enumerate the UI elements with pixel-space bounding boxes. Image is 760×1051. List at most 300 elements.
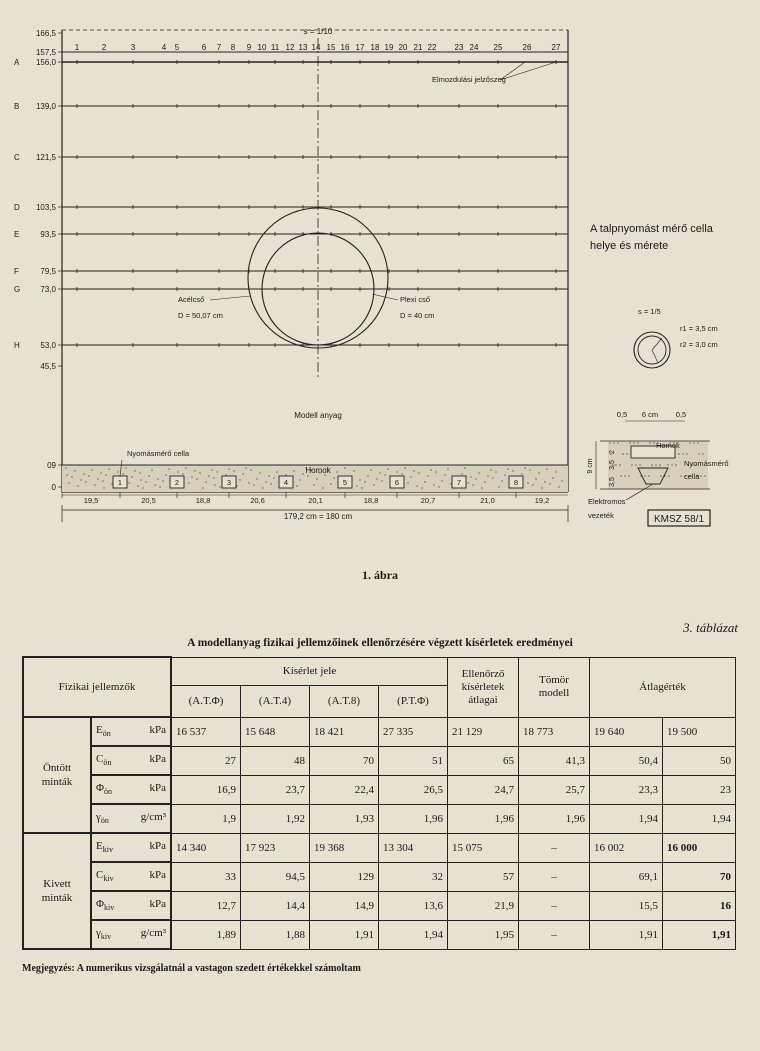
level-letter: B <box>14 102 20 111</box>
level-value: 139,0 <box>35 102 56 111</box>
sand-dot <box>307 475 308 476</box>
side-scale: s = 1/5 <box>638 307 661 316</box>
sand-dot <box>111 483 112 484</box>
sand-dot <box>333 477 334 478</box>
column-number: 11 <box>270 43 280 52</box>
sand-dot <box>242 473 243 474</box>
level-value: 157,5 <box>35 48 56 57</box>
column-number: 23 <box>454 43 464 52</box>
sand-dot <box>504 474 505 475</box>
level-value: 121,5 <box>35 153 56 162</box>
sand-dot <box>83 473 84 474</box>
sand-dot <box>492 477 493 478</box>
sand-dot <box>140 479 141 480</box>
sand-dot <box>91 469 92 470</box>
column-number: 22 <box>427 43 437 52</box>
sand-dot <box>624 475 625 476</box>
steel-pipe-label: Acélcső <box>178 295 205 304</box>
detail-vdim: 2 <box>609 450 616 454</box>
cell-6: 19 640 <box>590 717 663 746</box>
sand-dot <box>256 478 257 479</box>
sand-dot <box>441 480 442 481</box>
cell-number: 5 <box>342 478 348 487</box>
cell-5: – <box>519 920 590 949</box>
cell-5: – <box>519 891 590 920</box>
sand-dot <box>236 485 237 486</box>
cell-1: 1,92 <box>241 804 310 833</box>
spacing-value: 20,5 <box>141 496 156 505</box>
cell-3: 13,6 <box>379 891 448 920</box>
sand-dot <box>356 485 357 486</box>
cell-7: 1,91 <box>663 920 736 949</box>
group-label: Kivett minták <box>23 833 91 949</box>
spacing-value: 18,8 <box>363 496 379 505</box>
sand-dot <box>704 475 705 476</box>
cell-0: 1,9 <box>171 804 241 833</box>
sand-dot <box>142 487 143 488</box>
sand-dot <box>689 442 690 443</box>
sand-dot <box>631 464 632 465</box>
sand-dot <box>693 442 694 443</box>
spacing-value: 19,5 <box>83 496 99 505</box>
cell-3: 1,96 <box>379 804 448 833</box>
row-symbol: $\gamma_{ön}$ g/cm³ <box>91 804 171 833</box>
sand-dot <box>512 470 513 471</box>
cell-2: 1,93 <box>310 804 379 833</box>
sand-dot <box>558 486 559 487</box>
sand-dot <box>148 475 149 476</box>
cell-5: 1,96 <box>519 804 590 833</box>
sand-dot <box>259 472 260 473</box>
row-symbol: $E_{kiv}$ kPa <box>91 833 171 862</box>
sand-dot <box>700 475 701 476</box>
sand-dot <box>125 467 126 468</box>
sand-dot <box>330 483 331 484</box>
sand-dot <box>270 483 271 484</box>
cell-number: 1 <box>117 478 123 487</box>
sand-dot <box>435 471 436 472</box>
sand-dot <box>487 475 488 476</box>
side-title-1: A talpnyomást mérő cella <box>590 223 713 235</box>
detail-wire-label-1: Elektromos <box>588 497 626 506</box>
sand-dot <box>233 470 234 471</box>
cell-number: 3 <box>226 478 232 487</box>
spacing-value: 18,8 <box>195 496 211 505</box>
sand-dot <box>213 477 214 478</box>
level-value: 156,0 <box>35 58 56 67</box>
sand-dot <box>649 442 650 443</box>
cell-1: 15 648 <box>241 717 310 746</box>
code-label: KMSZ 58/1 <box>653 514 705 525</box>
sand-dot <box>344 467 345 468</box>
leader <box>210 296 250 300</box>
sand-dot <box>336 471 337 472</box>
steel-pipe-diameter: D = 50,07 cm <box>178 311 223 320</box>
sand-dot <box>620 475 621 476</box>
sand-dot <box>199 472 200 473</box>
sand-dot <box>102 480 103 481</box>
sand-dot <box>364 481 365 482</box>
sand-dot <box>367 475 368 476</box>
detail-wire-label-2: vezeték <box>588 511 614 520</box>
sand-dot <box>478 472 479 473</box>
sand-dot <box>88 475 89 476</box>
table-row <box>23 891 736 920</box>
column-number: 16 <box>340 43 350 52</box>
sand-dot <box>682 453 683 454</box>
header-solid: Tömör modell <box>519 657 590 717</box>
sand-dot <box>639 464 640 465</box>
sand-dot <box>667 464 668 465</box>
sand-dot <box>544 481 545 482</box>
column-number: 20 <box>398 43 408 52</box>
detail-sand-label: Homok <box>656 441 680 450</box>
sand-dot <box>410 476 411 477</box>
sand-dot <box>424 481 425 482</box>
spacing-value: 19,2 <box>534 496 550 505</box>
sand-dot <box>185 467 186 468</box>
table-row <box>23 804 736 833</box>
sand-dot <box>302 473 303 474</box>
sand-dot <box>671 464 672 465</box>
table-row <box>23 862 736 891</box>
sand-dot <box>194 470 195 471</box>
spacing-value: 20,1 <box>308 496 323 505</box>
sand-label: Homok <box>305 466 331 475</box>
sand-dot <box>484 481 485 482</box>
column-number: 27 <box>551 43 561 52</box>
sand-dot <box>122 473 123 474</box>
sand-dot <box>546 468 547 469</box>
leader <box>500 62 525 80</box>
sand-dot <box>490 469 491 470</box>
sand-dot <box>245 467 246 468</box>
sand-dot <box>495 471 496 472</box>
sand-dot <box>384 474 385 475</box>
detail-vdim: 9 cm <box>587 458 594 474</box>
sand-dot <box>165 474 166 475</box>
sand-dot <box>353 470 354 471</box>
cell-4: 57 <box>448 862 519 891</box>
sand-dot <box>191 476 192 477</box>
sand-dot <box>418 472 419 473</box>
sand-dot <box>216 471 217 472</box>
sand-dot <box>541 487 542 488</box>
sand-dot <box>467 482 468 483</box>
sand-dot <box>293 470 294 471</box>
cell-1: 14,4 <box>241 891 310 920</box>
column-number: 3 <box>130 43 136 52</box>
column-number: 8 <box>230 43 236 52</box>
sand-dot <box>438 486 439 487</box>
cell-6: 16 002 <box>590 833 663 862</box>
cell-5: 41,3 <box>519 746 590 775</box>
sand-dot <box>644 475 645 476</box>
scale-label: s = 1/10 <box>303 27 333 36</box>
sand-dot <box>501 480 502 481</box>
sand-dot <box>660 475 661 476</box>
sand-dot <box>316 478 317 479</box>
row-symbol: $C_{kiv}$ kPa <box>91 862 171 891</box>
sand-dot <box>97 478 98 479</box>
sand-dot <box>470 476 471 477</box>
sand-dot <box>262 487 263 488</box>
sand-dot <box>387 468 388 469</box>
sand-dot <box>168 468 169 469</box>
column-number: 17 <box>355 43 365 52</box>
cell-0: 14 340 <box>171 833 241 862</box>
sand-dot <box>139 472 140 473</box>
sand-dot <box>65 467 66 468</box>
cell-0: 16 537 <box>171 717 241 746</box>
sand-dot <box>686 453 687 454</box>
sand-dot <box>561 480 562 481</box>
sand-dot <box>322 487 323 488</box>
sand-dot <box>651 464 652 465</box>
cell-4: 21 129 <box>448 717 519 746</box>
sand-dot <box>117 471 118 472</box>
sand-dot <box>538 472 539 473</box>
level-letter: C <box>14 153 20 162</box>
sand-dot <box>74 470 75 471</box>
column-number: 21 <box>413 43 423 52</box>
spacing-value: 21,0 <box>480 496 495 505</box>
cell-1: 94,5 <box>241 862 310 891</box>
cell-4: 65 <box>448 746 519 775</box>
cell-6: 1,91 <box>590 920 663 949</box>
cell-3: 13 304 <box>379 833 448 862</box>
sand-dot <box>103 487 104 488</box>
sand-dot <box>622 453 623 454</box>
cell-3: 26,5 <box>379 775 448 804</box>
sand-dot <box>248 482 249 483</box>
column-number: 2 <box>101 43 107 52</box>
sand-dot <box>94 484 95 485</box>
sand-dot <box>162 480 163 481</box>
figure-caption: 1. ábra <box>362 568 398 582</box>
sand-dot <box>472 484 473 485</box>
sand-dot <box>637 442 638 443</box>
column-number: 19 <box>384 43 394 52</box>
sand-dot <box>196 478 197 479</box>
sand-dot <box>381 480 382 481</box>
sand-dot <box>228 468 229 469</box>
cell-6: 15,5 <box>590 891 663 920</box>
level-value: 93,5 <box>40 230 56 239</box>
leader <box>500 62 556 80</box>
sand-dot <box>698 453 699 454</box>
cell-1: 17 923 <box>241 833 310 862</box>
spacing-value: 20,7 <box>420 496 436 505</box>
sand-dot <box>461 473 462 474</box>
cell-6: 50,4 <box>590 746 663 775</box>
sand-dot <box>202 487 203 488</box>
side-title-2: helye és mérete <box>590 240 669 252</box>
sand-dot <box>401 473 402 474</box>
sand-dot <box>205 481 206 482</box>
sand-dot <box>613 442 614 443</box>
sand-dot <box>629 442 630 443</box>
cell-1: 48 <box>241 746 310 775</box>
sand-dot <box>71 476 72 477</box>
sand-dot <box>137 485 138 486</box>
detail-vdim: 3,5 <box>609 460 616 470</box>
sand-dot <box>529 469 530 470</box>
sand-dot <box>151 469 152 470</box>
detail-dim: 6 cm <box>641 410 659 419</box>
row-symbol: $E_{ön}$ kPa <box>91 717 171 746</box>
sand-dot <box>653 442 654 443</box>
table-number: 3. táblázat <box>683 620 738 635</box>
sand-dot <box>268 475 269 476</box>
sand-dot <box>145 481 146 482</box>
radius-line <box>652 338 662 350</box>
sand-dot <box>444 474 445 475</box>
level-value: 73,0 <box>40 285 56 294</box>
sand-dot <box>619 464 620 465</box>
sand-dot <box>521 473 522 474</box>
sand-dot <box>177 471 178 472</box>
sand-dot <box>359 479 360 480</box>
plexi-pipe-label: Plexi cső <box>400 295 431 304</box>
cell-5: 25,7 <box>519 775 590 804</box>
sand-dot <box>313 484 314 485</box>
cell-3: 27 335 <box>379 717 448 746</box>
sand-dot <box>481 487 482 488</box>
header-exp-0: (A.T.Φ) <box>171 685 241 717</box>
row-symbol: $\Phi_{ön}$ kPa <box>91 775 171 804</box>
sand-dot <box>188 482 189 483</box>
plexi-pipe-diameter: D = 40 cm <box>400 311 435 320</box>
level-value: 53,0 <box>40 341 56 350</box>
level-value: 103,5 <box>35 203 56 212</box>
cell-3: 1,94 <box>379 920 448 949</box>
cell-2: 18 421 <box>310 717 379 746</box>
header-average: Átlagérték <box>590 657 736 717</box>
table-row <box>23 920 736 949</box>
cell-number: 8 <box>513 478 519 487</box>
cell-4: 15 075 <box>448 833 519 862</box>
sand-dot <box>427 475 428 476</box>
sand-dot <box>628 475 629 476</box>
table-note: Megjegyzés: A numerikus vizsgálatnál a vastagon szedett értékekkel számoltam <box>22 963 361 974</box>
row-symbol: $\gamma_{kiv}$ g/cm³ <box>91 920 171 949</box>
sand-dot <box>276 471 277 472</box>
column-number: 15 <box>326 43 336 52</box>
sand-dot <box>524 467 525 468</box>
table-row <box>23 775 736 804</box>
sand-dot <box>85 481 86 482</box>
cell-4: 1,95 <box>448 920 519 949</box>
sand-dot <box>507 468 508 469</box>
sand-dot <box>697 442 698 443</box>
level-value: 09 <box>47 461 56 470</box>
column-number: 24 <box>469 43 479 52</box>
cell-7: 16 <box>663 891 736 920</box>
sand-dot <box>626 453 627 454</box>
cell-7: 19 500 <box>663 717 736 746</box>
sand-dot <box>635 464 636 465</box>
column-number: 25 <box>493 43 503 52</box>
sand-dot <box>361 487 362 488</box>
sand-dot <box>549 483 550 484</box>
cell-2: 129 <box>310 862 379 891</box>
sand-dot <box>609 442 610 443</box>
sand-dot <box>373 484 374 485</box>
cell-4: 1,96 <box>448 804 519 833</box>
level-letter: E <box>14 230 20 239</box>
level-letter: G <box>14 285 21 294</box>
cell-3: 32 <box>379 862 448 891</box>
cell-5: – <box>519 862 590 891</box>
sand-dot <box>376 478 377 479</box>
detail-vdim: 3,5 <box>609 477 616 487</box>
sand-dot <box>655 464 656 465</box>
radius-line <box>652 350 658 363</box>
header-experiment: Kísérlet jele <box>171 657 448 685</box>
model-material-label: Modell anyag <box>294 411 342 420</box>
row-symbol: $\Phi_{kiv}$ kPa <box>91 891 171 920</box>
column-number: 6 <box>201 43 207 52</box>
sand-dot <box>433 484 434 485</box>
sand-dot <box>265 481 266 482</box>
column-number: 5 <box>174 43 180 52</box>
cell-7: 23 <box>663 775 736 804</box>
cell-number: 6 <box>394 478 400 487</box>
sand-dot <box>80 479 81 480</box>
column-number: 14 <box>311 43 321 52</box>
cell-6: 1,94 <box>590 804 663 833</box>
cell-0: 12,7 <box>171 891 241 920</box>
sand-dot <box>182 473 183 474</box>
cell-number: 2 <box>174 478 180 487</box>
sand-dot <box>296 485 297 486</box>
table-row <box>23 717 736 746</box>
column-number: 1 <box>74 43 80 52</box>
level-letter: F <box>14 267 19 276</box>
column-number: 26 <box>522 43 532 52</box>
cell-0: 27 <box>171 746 241 775</box>
cell-number: 4 <box>283 478 289 487</box>
sand-dot <box>154 484 155 485</box>
sand-dot <box>532 484 533 485</box>
cell-1: 23,7 <box>241 775 310 804</box>
sand-dot <box>379 472 380 473</box>
cell-3: 51 <box>379 746 448 775</box>
data-table <box>22 656 736 950</box>
header-exp-3: (P.T.Φ) <box>379 685 448 717</box>
sand-dot <box>225 474 226 475</box>
cell-1: 1,88 <box>241 920 310 949</box>
sand-dot <box>464 467 465 468</box>
column-number: 13 <box>298 43 308 52</box>
sand-dot <box>134 470 135 471</box>
level-value: 0 <box>51 483 56 492</box>
cell-2: 19 368 <box>310 833 379 862</box>
table-row <box>23 833 736 862</box>
cell-0: 33 <box>171 862 241 891</box>
cell-number: 7 <box>456 478 462 487</box>
cell-7: 50 <box>663 746 736 775</box>
column-number: 10 <box>257 43 267 52</box>
cell-0: 1,89 <box>171 920 241 949</box>
sand-dot <box>498 486 499 487</box>
level-letter: D <box>14 203 20 212</box>
level-letter: H <box>14 341 20 350</box>
sand-dot <box>253 484 254 485</box>
sand-dot <box>250 469 251 470</box>
cell-4: 24,7 <box>448 775 519 804</box>
